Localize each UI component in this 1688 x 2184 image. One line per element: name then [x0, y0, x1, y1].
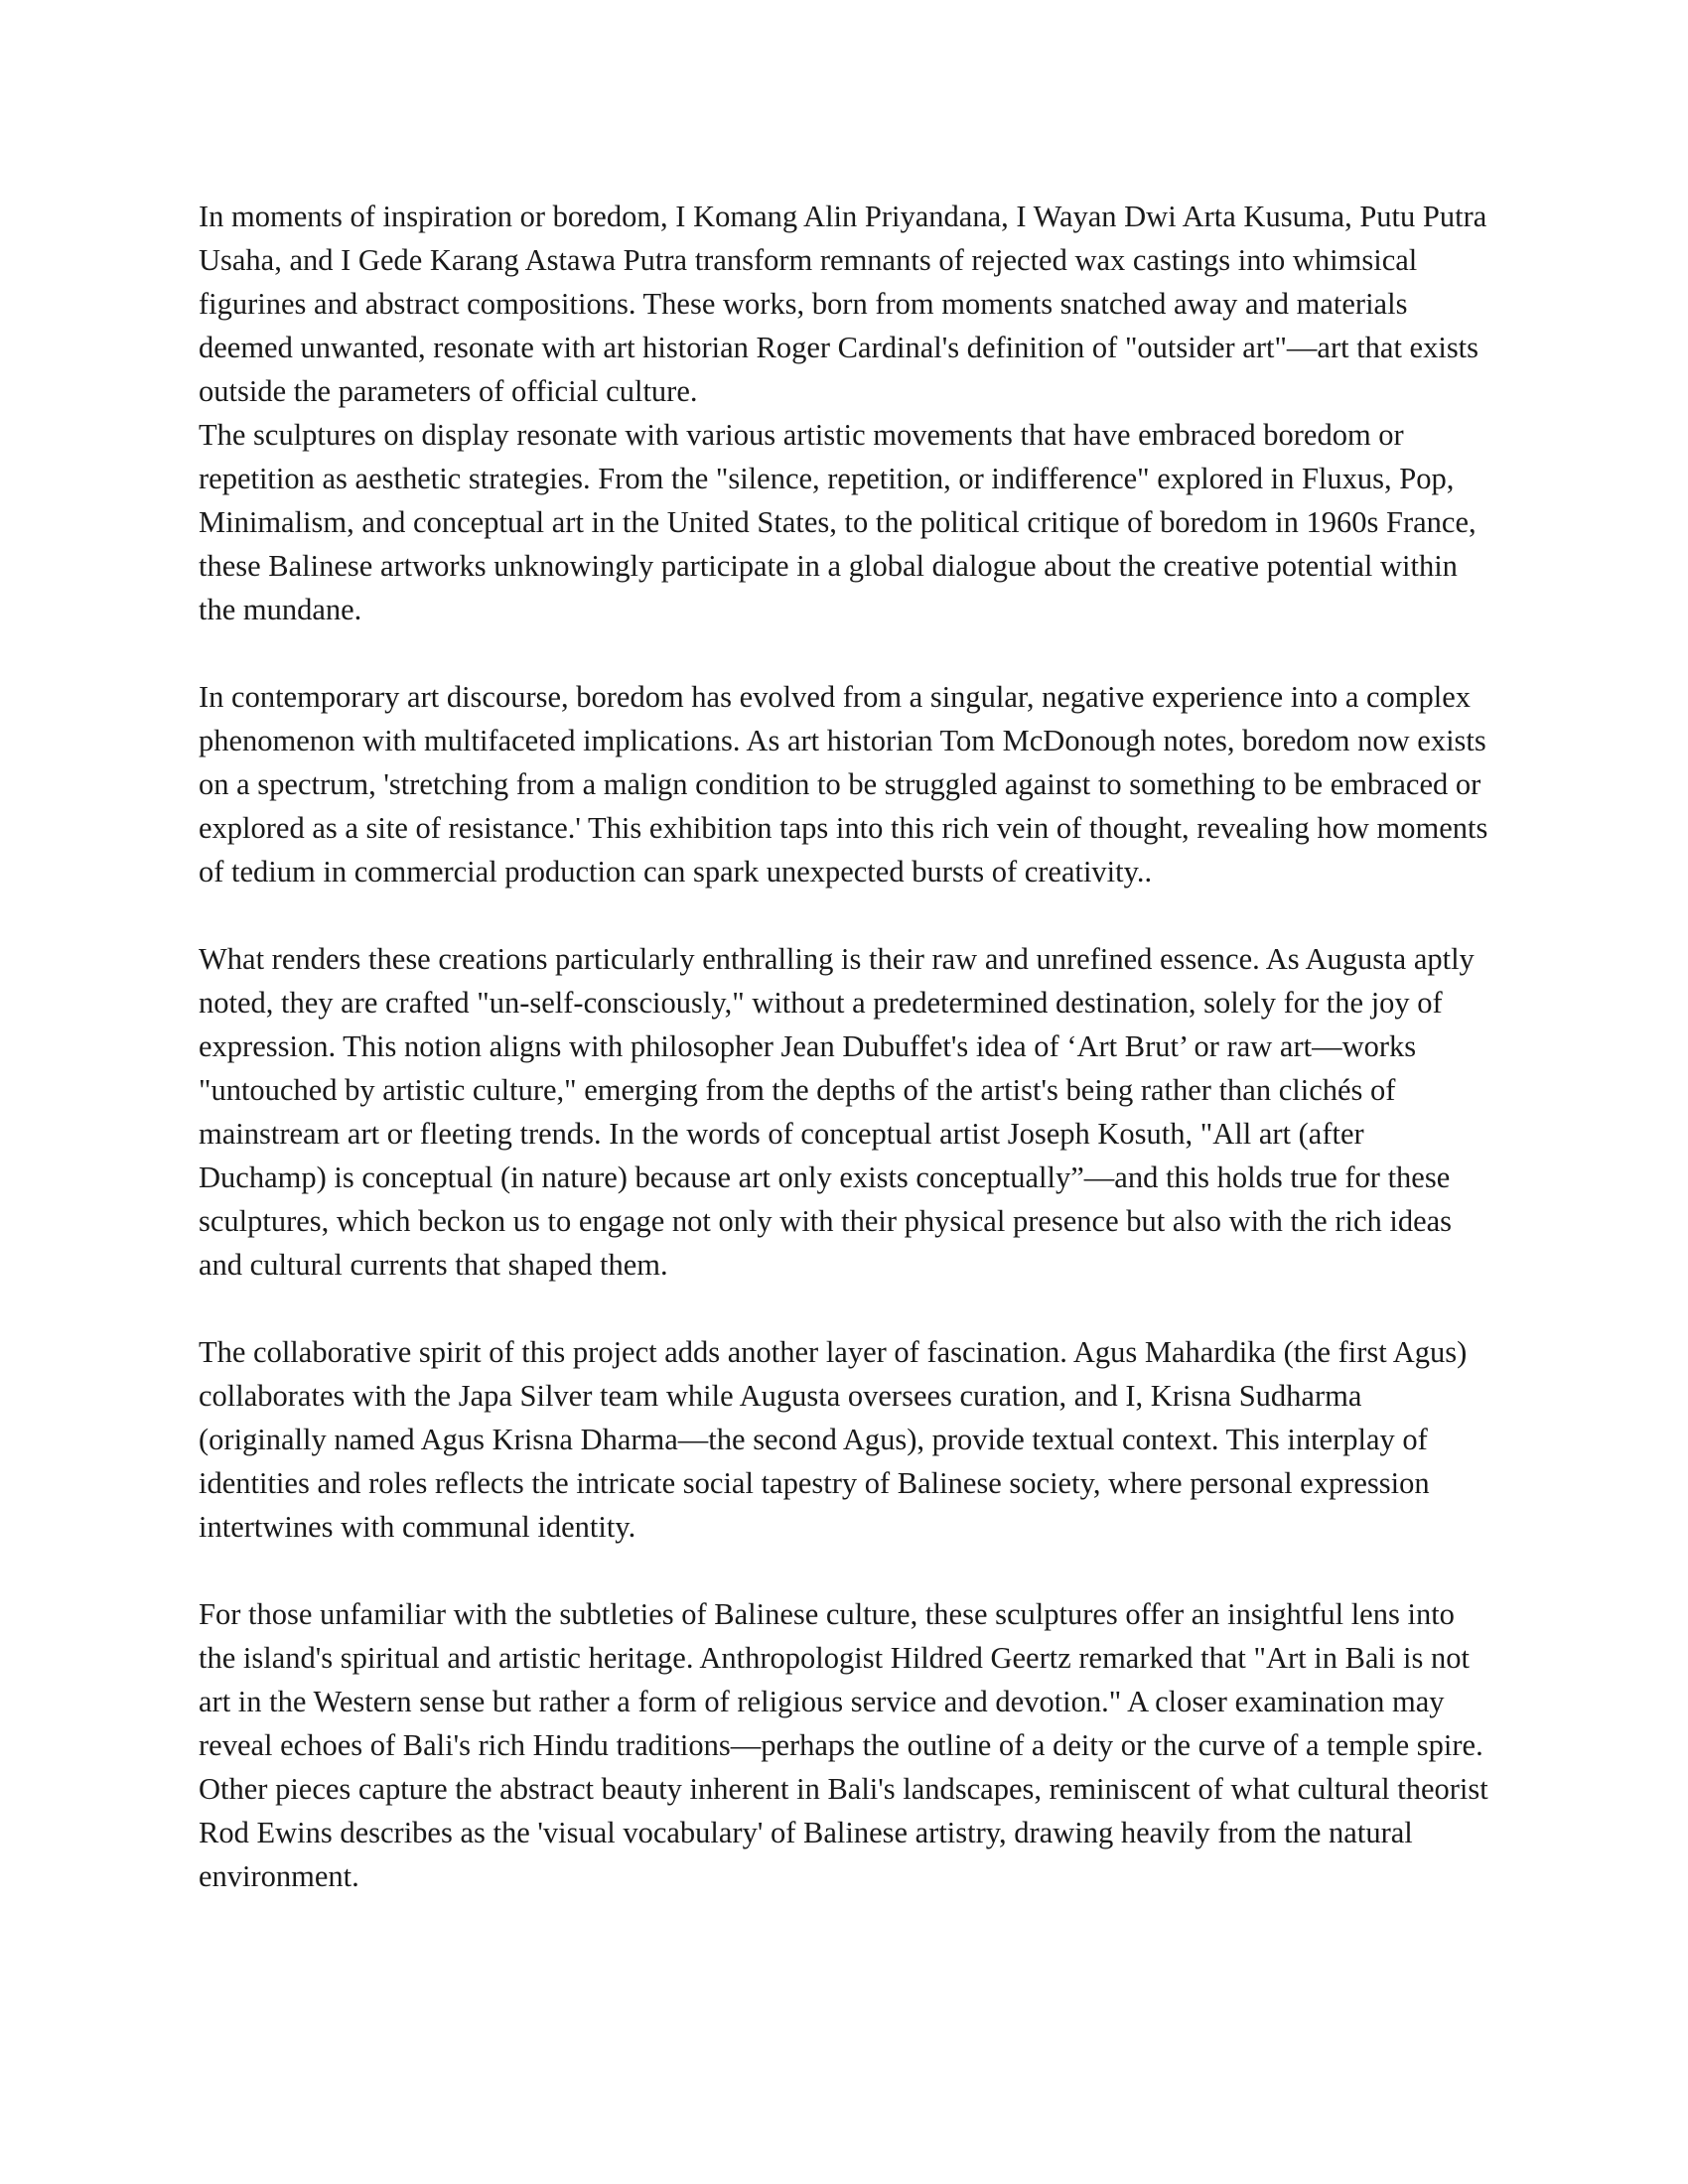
document-body	[199, 195, 1489, 1898]
paragraph-contemporary-discourse: In contemporary art discourse, boredom has evolved from a singular, negative experience into a complex phenomenon with multifaceted implications. As art historian Tom McDonough notes, boredom now exists on a spectrum, 'stretching from a malign condition to be struggled against to something to be embraced or explored as a site of resistance.' This exhibition taps into this rich vein of thought, revealing how moments of tedium in commercial production can spark unexpected bursts of creativity..	[199, 680, 1488, 888]
paragraph-spacer	[199, 1549, 1489, 1592]
paragraph-spacer	[199, 1287, 1489, 1330]
paragraph-outsider-art: In moments of inspiration or boredom, I Komang Alin Priyandana, I Wayan Dwi Arta Kusuma, Putu Putra Usaha, and I Gede Karang Astawa Putra transform remnants of rejected wax castings into whimsical figurines and abstract compositions. These works, born from moments snatched away and materials deemed unwanted, resonate with art historian Roger Cardinal's definition of "outsider art"—art that exists outside the parameters of official culture.	[199, 200, 1487, 408]
paragraph-balinese-culture: For those unfamiliar with the subtleties of Balinese culture, these sculptures offer an insightful lens into the island's spiritual and artistic heritage. Anthropologist Hildred Geertz remarked that "Art in Bali is not art in the Western sense but rather a form of religious service and devotion." A closer examination may reveal echoes of Bali's rich Hindu traditions—perhaps the outline of a deity or the curve of a temple spire. Other pieces capture the abstract beauty inherent in Bali's landscapes, reminiscent of what cultural theorist Rod Ewins describes as the 'visual vocabulary' of Balinese artistry, drawing heavily from the natural environment.	[199, 1597, 1488, 1893]
paragraph-raw-essence: What renders these creations particularly enthralling is their raw and unrefined essence. As Augusta aptly noted, they are crafted "un-self-consciously," without a predetermined destination, solely for the joy of expression. This notion aligns with philosopher Jean Dubuffet's idea of ‘Art Brut’ or raw art—works "untouched by artistic culture," emerging from the depths of the artist's being rather than clichés of mainstream art or fleeting trends. In the words of conceptual artist Joseph Kosuth, "All art (after Duchamp) is conceptual (in nature) because art only exists conceptually”—and this holds true for these sculptures, which beckon us to engage not only with their physical presence but also with the rich ideas and cultural currents that shaped them.	[199, 942, 1475, 1282]
paragraph-collaborative-spirit: The collaborative spirit of this project adds another layer of fascination. Agus Mahardika (the first Agus) collaborates with the Japa Silver team while Augusta oversees curation, and I, Krisna Sudharma (originally named Agus Krisna Dharma—the second Agus), provide textual context. This interplay of identities and roles reflects the intricate social tapestry of Balinese society, where personal expression intertwines with communal identity.	[199, 1335, 1468, 1544]
paragraph-spacer	[199, 631, 1489, 675]
paragraph-artistic-movements: The sculptures on display resonate with various artistic movements that have embraced boredom or repetition as aesthetic strategies. From the "silence, repetition, or indifference" explored in Fluxus, Pop, Minimalism, and conceptual art in the United States, to the political critique of boredom in 1960s France, these Balinese artworks unknowingly participate in a global dialogue about the creative potential within the mundane.	[199, 418, 1477, 626]
paragraph-spacer	[199, 893, 1489, 937]
